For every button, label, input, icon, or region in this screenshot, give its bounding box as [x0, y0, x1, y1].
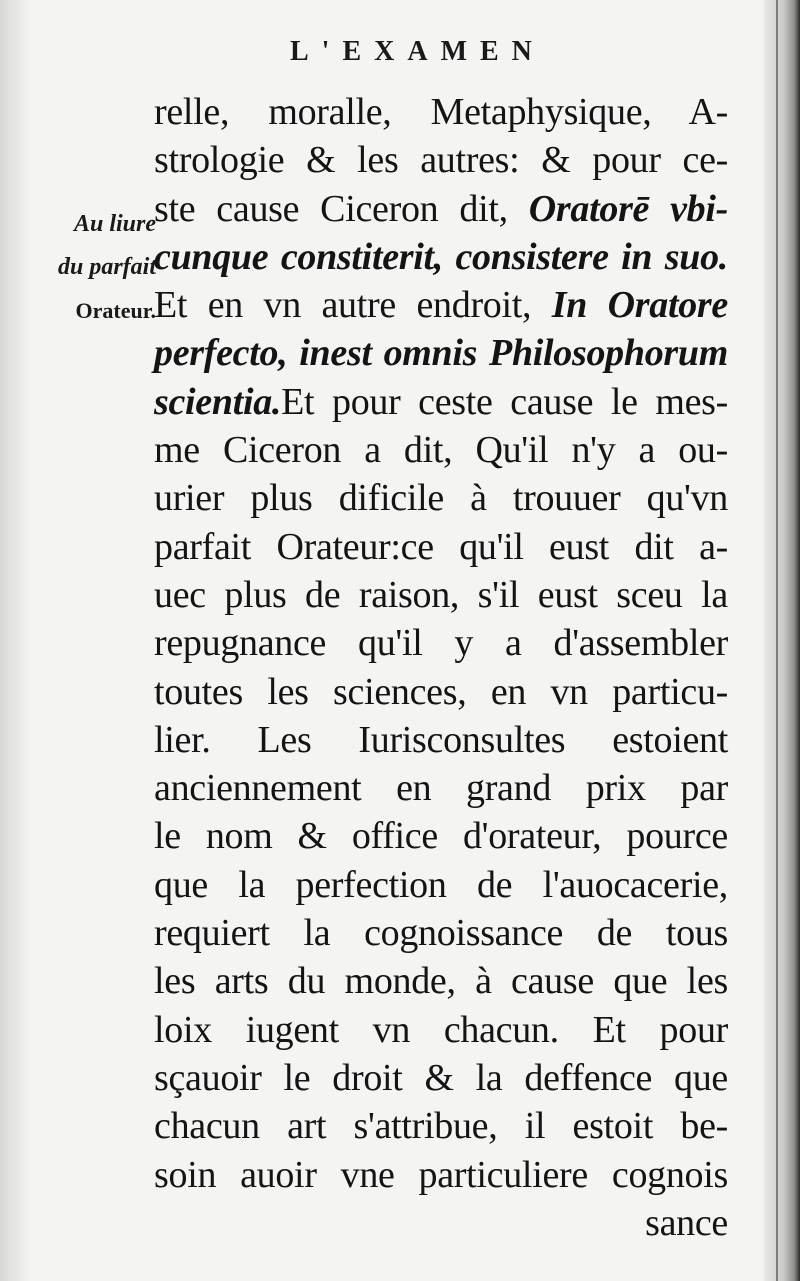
text-line: cunque constiterit, consistere in suo. [154, 235, 728, 278]
text-line: lier. Les Iurisconsultes estoient [154, 718, 728, 761]
text-line: loix iugent vn chacun. Et pour [154, 1008, 728, 1051]
text-line: Et en vn autre endroit, In Oratore [154, 284, 728, 327]
margin-note-line-3: Orateur. [75, 298, 156, 323]
text-line: urier plus dificile à trouuer qu'vn [154, 477, 728, 520]
page-body-text [154, 88, 728, 1247]
text-line: requiert la cognoissance de tous [154, 912, 728, 955]
page-edge [764, 0, 800, 1281]
text-line: ste cause Ciceron dit, Oratorē vbi- [154, 187, 728, 230]
running-head: L'EXAMEN [290, 36, 545, 67]
text-line: toutes les sciences, en vn particu- [154, 670, 728, 713]
margin-note-line-1: Au liure [73, 211, 156, 237]
text-line: relle, moralle, Metaphysique, A- [154, 91, 728, 133]
page-gutter-shadow [0, 0, 30, 1281]
text-line: repugnance qu'il y a d'assembler [154, 622, 728, 665]
margin-note-line-2: du parfait [57, 254, 156, 280]
margin-note [6, 203, 156, 332]
text-line: me Ciceron a dit, Qu'il n'y a ou- [154, 429, 728, 472]
text-line: soin auoir vne particuliere cognois [154, 1153, 728, 1196]
text-line: sçauoir le droit & la deffence que [154, 1056, 728, 1099]
text-line: strologie & les autres: & pour ce- [154, 139, 728, 182]
text-line: le nom & office d'orateur, pource [154, 815, 728, 858]
text-line: scientia.Et pour ceste cause le mes- [154, 380, 728, 423]
text-line: perfecto, inest omnis Philosophorum [154, 332, 728, 375]
text-line: que la perfection de l'auocacerie, [154, 863, 728, 906]
text-line: anciennement en grand prix par [154, 767, 728, 810]
page-edge-line [776, 0, 778, 1281]
text-line: chacun art s'attribue, il estoit be- [154, 1105, 728, 1148]
text-line: les arts du monde, à cause que les [154, 960, 728, 1003]
text-line: uec plus de raison, s'il eust sceu la [154, 573, 728, 616]
catchword: sance [645, 1201, 728, 1244]
text-line: parfait Orateur:ce qu'il eust dit a- [154, 525, 728, 568]
